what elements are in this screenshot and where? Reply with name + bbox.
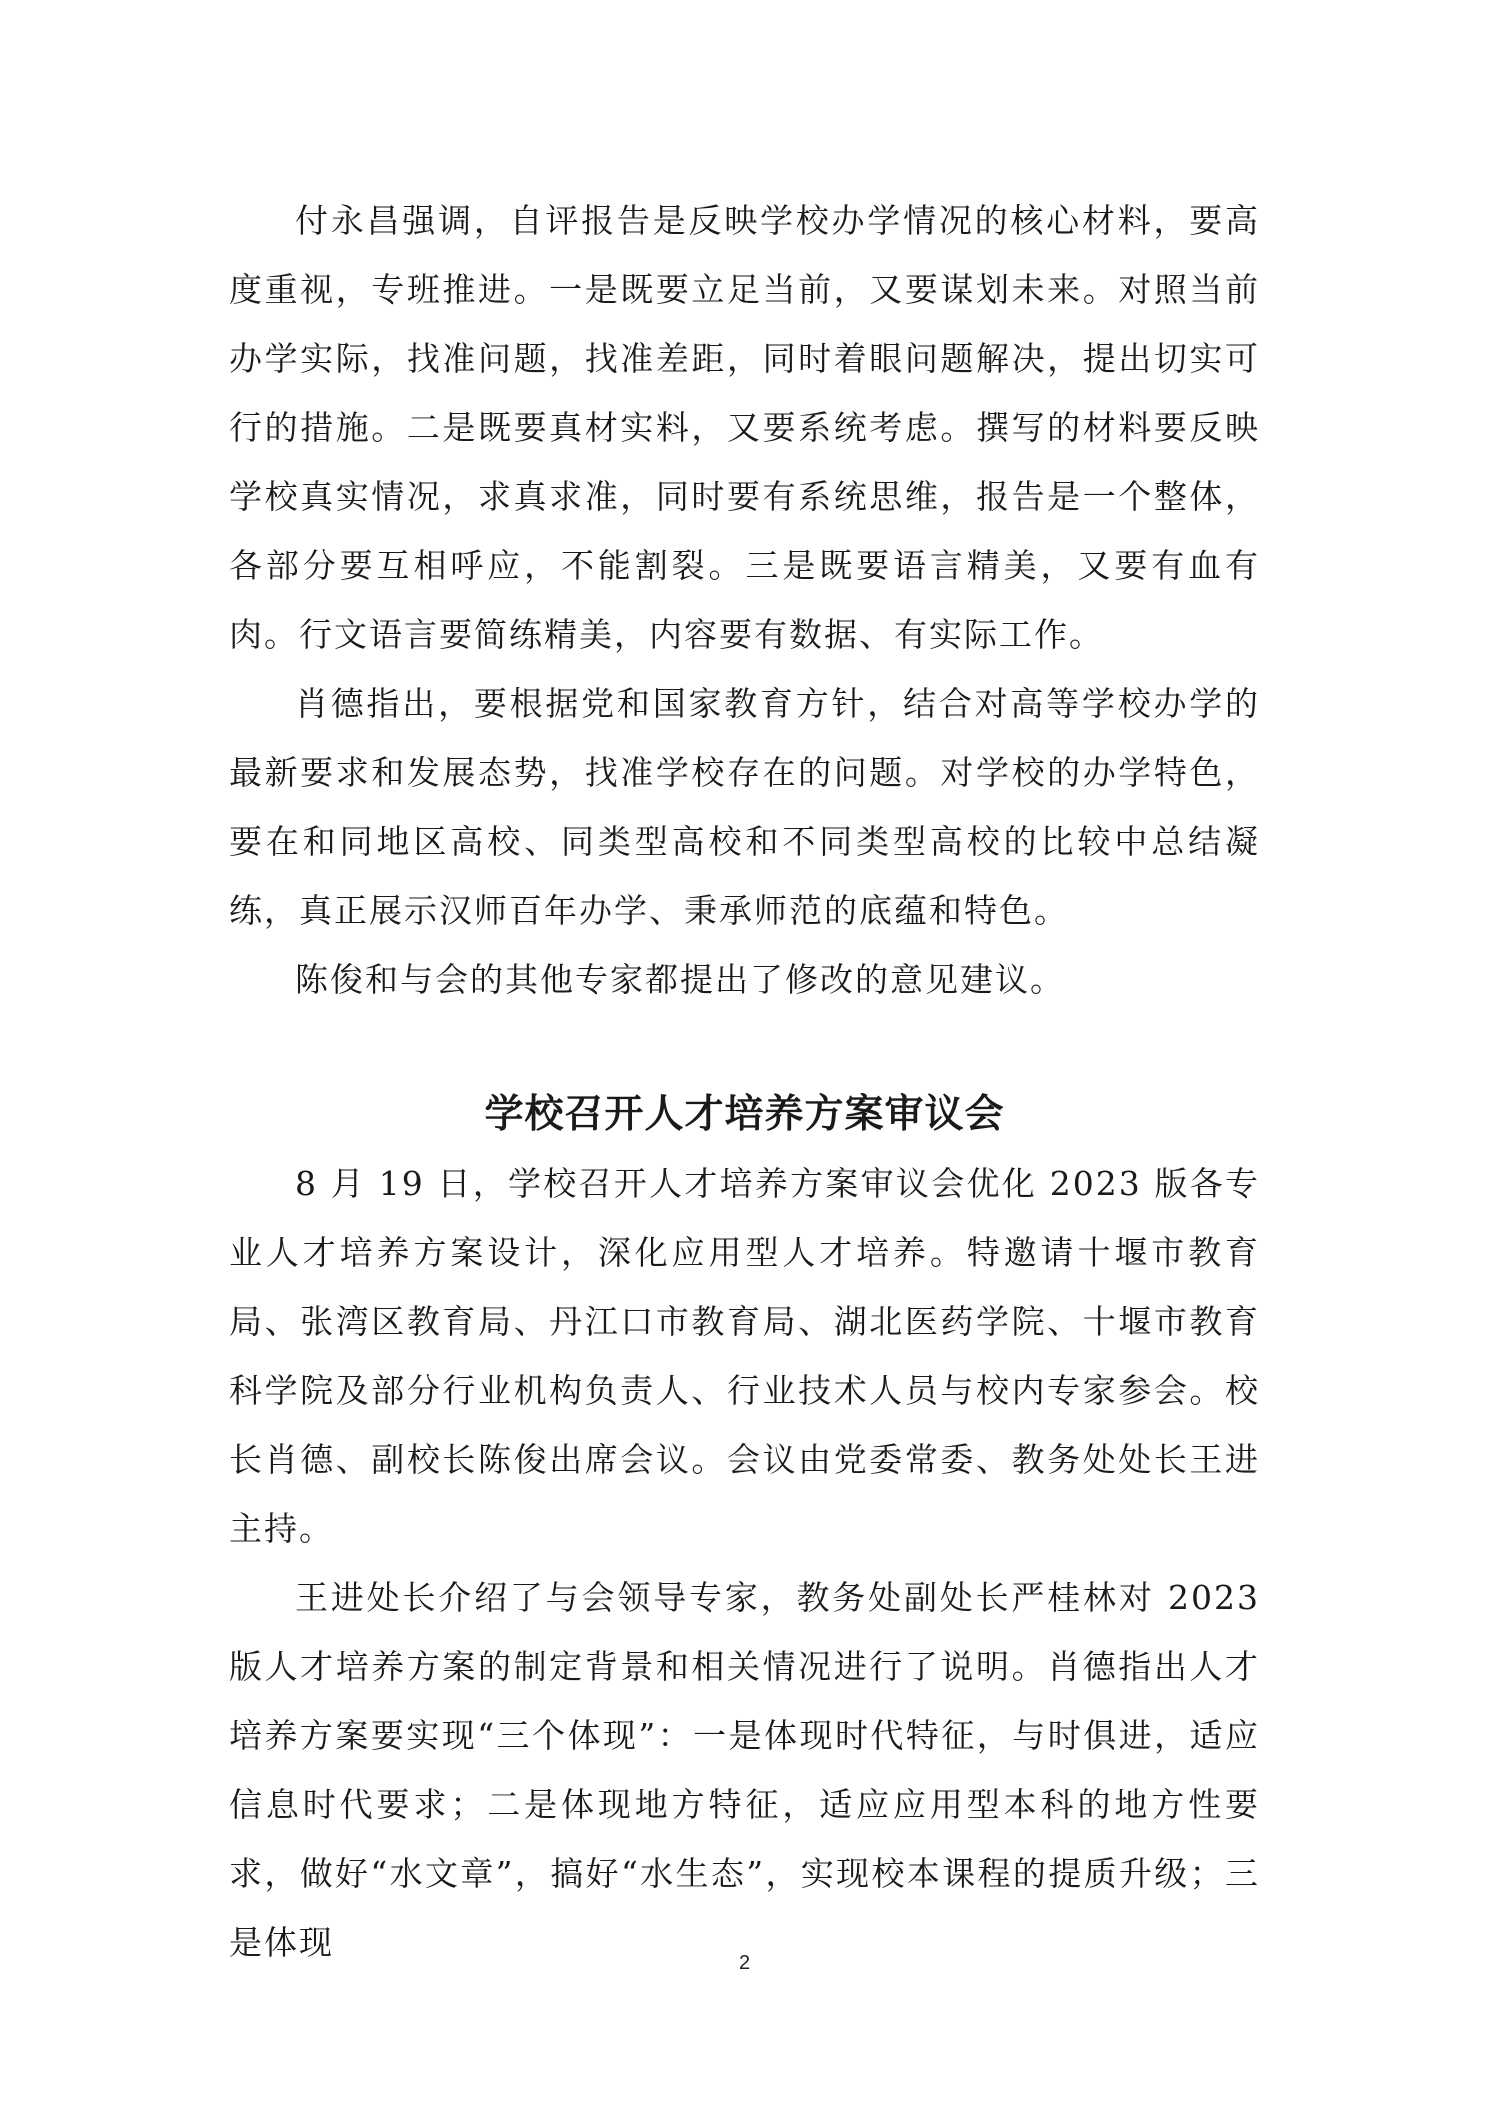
document-body (229, 186, 1260, 1977)
paragraph-xiao-de: 肖德指出，要根据党和国家教育方针，结合对高等学校办学的最新要求和发展态势，找准学校存在的问题。对学校的办学特色，要在和同地区高校、同类型高校和不同类型高校的比较中总结凝练，真正展示汉师百年办学、秉承师范的底蕴和特色。 (229, 684, 1260, 930)
paragraph-chen-jun: 陈俊和与会的其他专家都提出了修改的意见建议。 (295, 960, 1065, 999)
page-number: 2 (738, 1952, 751, 1974)
paragraph-meeting-details: 王进处长介绍了与会领导专家，教务处副处长严桂林对 2023 版人才培养方案的制定背景和相关情况进行了说明。肖德指出人才培养方案要实现“三个体现”：一是体现时代特征，与时俱进，适应信息时代要求；二是体现地方特征，适应应用型本科的地方性要求，做好“水文章”，搞好“水生态”，实现校本课程的提质升级；三是体现 (229, 1578, 1260, 1962)
section-title: 学校召开人才培养方案审议会 (484, 1091, 1005, 1137)
section-spacer (229, 1014, 1260, 1080)
paragraph-fu-yongchang: 付永昌强调，自评报告是反映学校办学情况的核心材料，要高度重视，专班推进。一是既要立足当前，又要谋划未来。对照当前办学实际，找准问题，找准差距，同时着眼问题解决，提出切实可行的措施。二是既要真材实料，又要系统考虑。撰写的材料要反映学校真实情况，求真求准，同时要有系统思维，报告是一个整体，各部分要互相呼应，不能割裂。三是既要语言精美，又要有血有肉。行文语言要简练精美，内容要有数据、有实际工作。 (229, 201, 1260, 654)
paragraph-meeting-intro: 8 月 19 日，学校召开人才培养方案审议会优化 2023 版各专业人才培养方案设计，深化应用型人才培养。特邀请十堰市教育局、张湾区教育局、丹江口市教育局、湖北医药学院、十堰市教育科学院及部分行业机构负责人、行业技术人员与校内专家参会。校长肖德、副校长陈俊出席会议。会议由党委常委、教务处处长王进主持。 (229, 1164, 1260, 1548)
